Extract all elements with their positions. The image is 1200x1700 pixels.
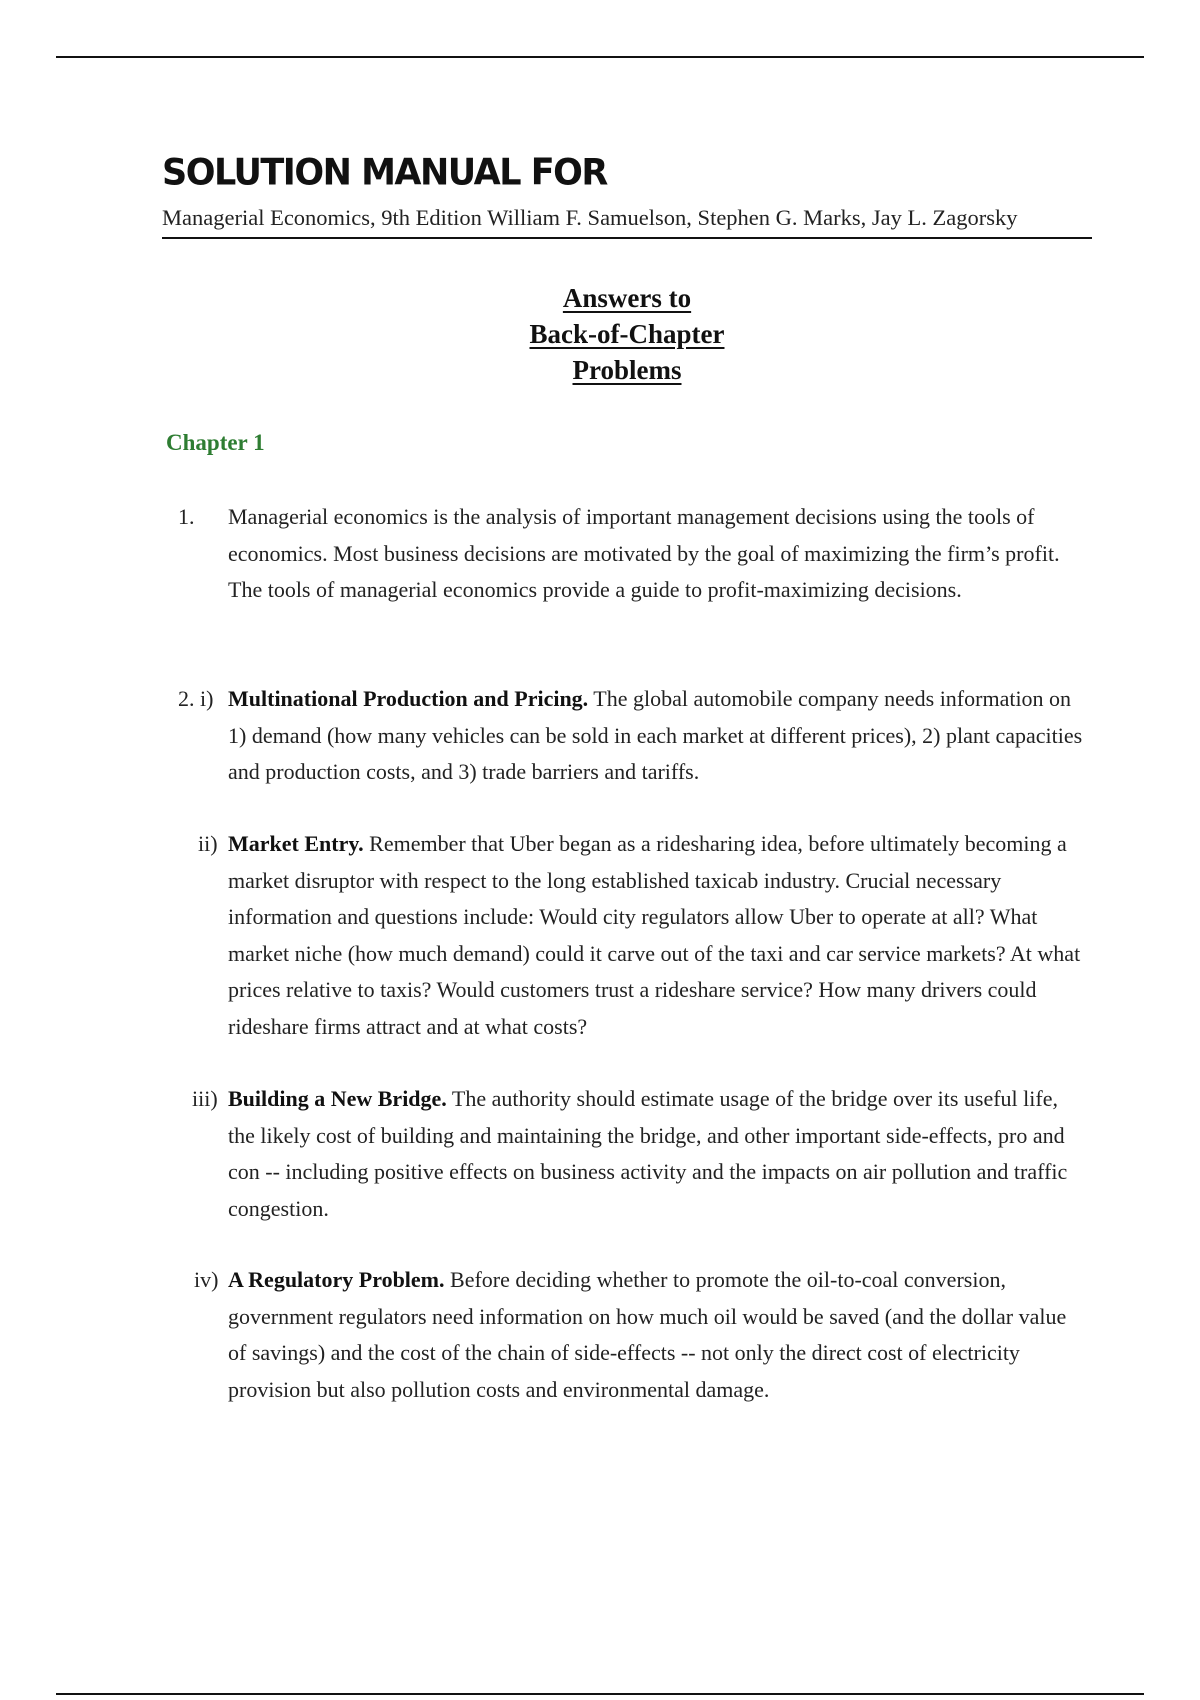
answer-marker: ii) [198, 831, 218, 856]
answer-text: The authority should estimate usage of the bridge over its useful life, the likely cost of building and maintaining the bridge, and other important side-effects, pro and con -- including positive effects on business activity and the impacts on air pollution and traffic congestion. [228, 1086, 1068, 1221]
answer-text: Remember that Uber began as a ridesharing idea, before ultimately becoming a market disruptor with respect to the long established taxicab industry. Crucial necessary information and questions include: Would city regulators allow Uber to operate at all? What market niche (how much demand) could it carve out of the taxi and car service markets? At what prices relative to taxis? Would customers trust a rideshare service? How many drivers could rideshare firms attract and at what costs? [228, 831, 1081, 1039]
chapter-heading: Chapter 1 [166, 430, 265, 455]
top-rule [56, 56, 1144, 58]
answer-body [228, 826, 1088, 1045]
answer-bold-label: Building a New Bridge. [228, 1086, 447, 1111]
document-subtitle: Managerial Economics, 9th Edition William F. Samuelson, Stephen G. Marks, Jay L. Zagorsky [162, 204, 1092, 239]
answers-heading-line3: Problems [572, 355, 682, 385]
answer-marker: 2. i) [178, 686, 214, 711]
answer-marker: 1. [178, 504, 195, 529]
answer-marker: iv) [194, 1267, 219, 1292]
document-title: SOLUTION MANUAL FOR [162, 152, 607, 194]
document-header [162, 152, 1092, 239]
answer-text: Before deciding whether to promote the oil-to-coal conversion, government regulators need information on how much oil would be saved (and the dollar value of savings) and the cost of the chain of side-effects -- not only the direct cost of electricity provision but also pollution costs and environmental damage. [228, 1267, 1067, 1402]
answers-heading-line2: Back-of-Chapter [529, 319, 725, 349]
answers-heading-line1: Answers to [562, 283, 692, 313]
bottom-rule [56, 1693, 1144, 1695]
answer-text: The global automobile company needs information on 1) demand (how many vehicles can be sold in each market at different prices), 2) plant capacities and production costs, and 3) trade barriers and tariffs. [228, 686, 1083, 784]
answers-heading [0, 280, 1200, 388]
answer-body [228, 681, 1088, 791]
answer-bold-label: Multinational Production and Pricing. [228, 686, 589, 711]
answer-bold-label: Market Entry. [228, 831, 364, 856]
answer-body [228, 1081, 1078, 1227]
answer-body [228, 499, 1078, 609]
answer-body [228, 1262, 1088, 1408]
answer-bold-label: A Regulatory Problem. [228, 1267, 445, 1292]
answer-marker: iii) [192, 1086, 218, 1111]
answer-text: Managerial economics is the analysis of important management decisions using the tools of economics. Most business decisions are motivated by the goal of maximizing the firm’s profit. The tools of managerial economics provide a guide to profit-maximizing decisions. [228, 504, 1060, 602]
